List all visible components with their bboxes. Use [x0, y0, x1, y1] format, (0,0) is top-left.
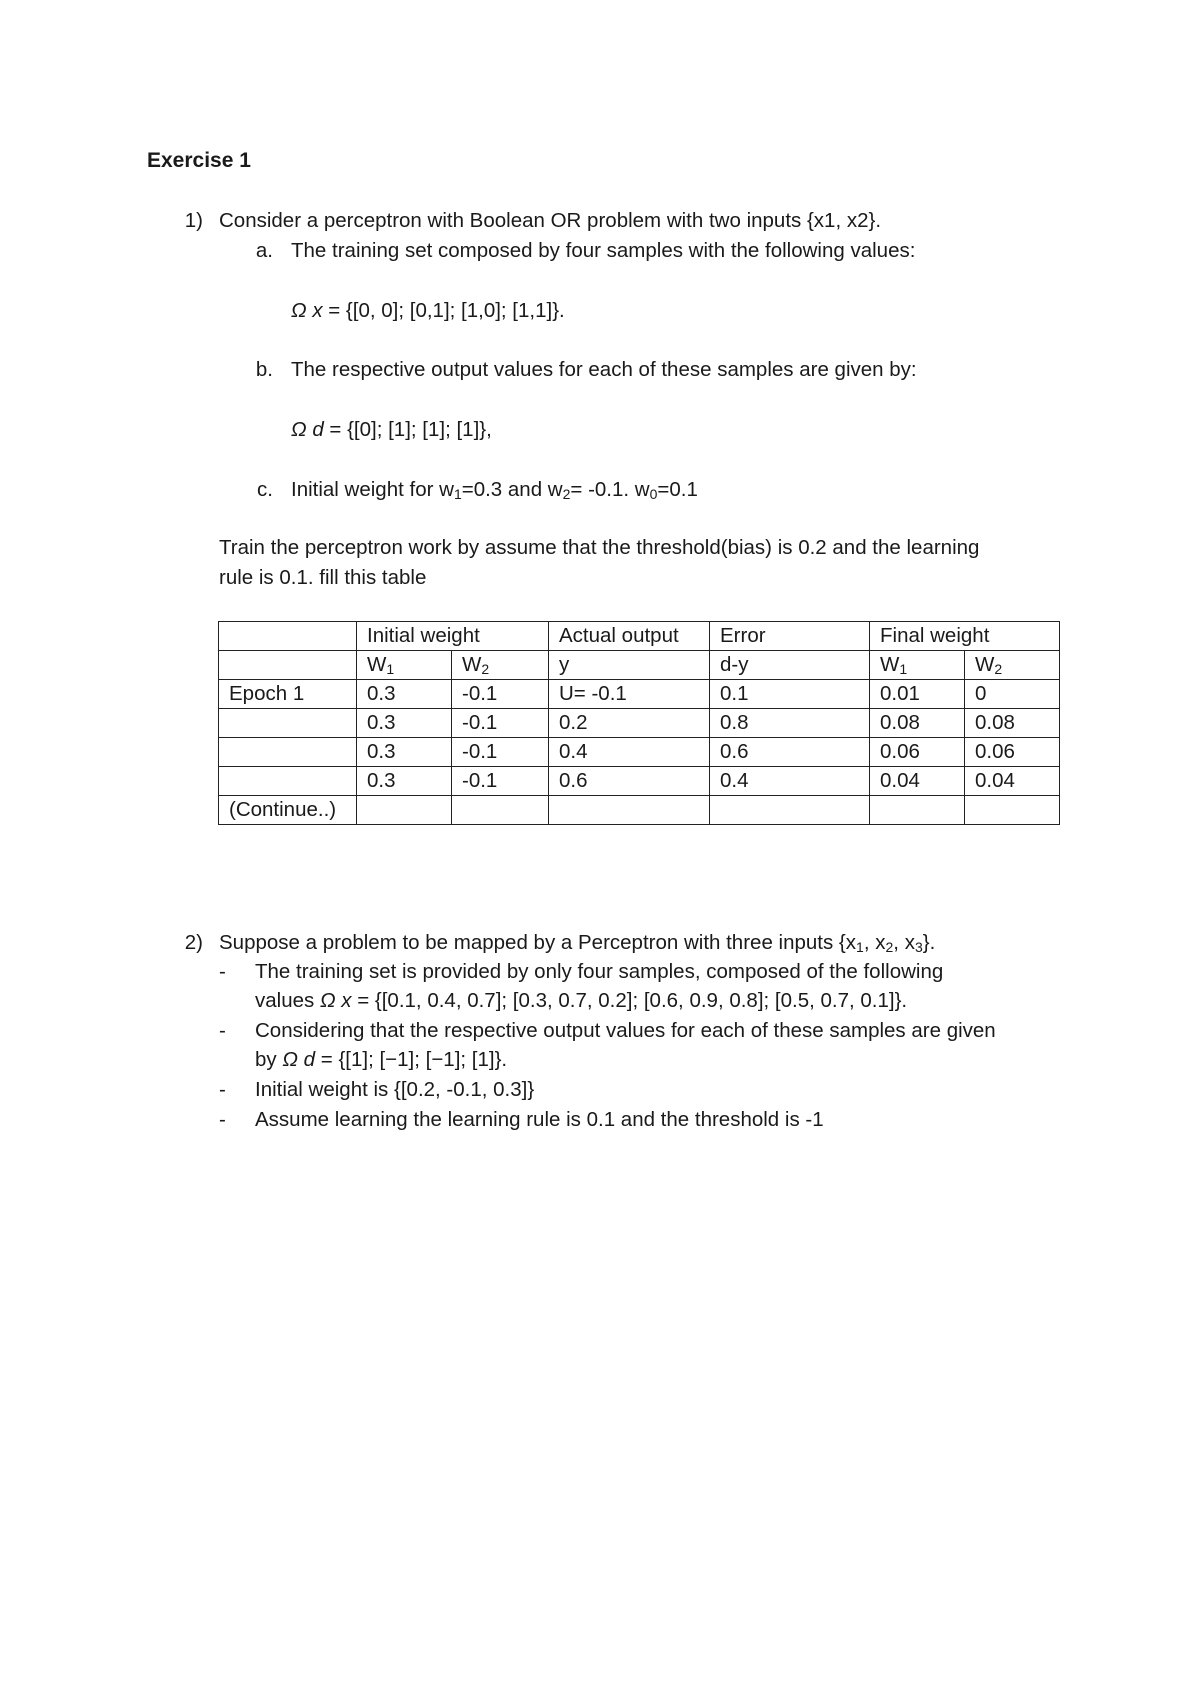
subheader-final-w2: $W_2$	[965, 651, 1060, 680]
q2-bullet4: Assume learning the learning rule is 0.1 and the threshold is -1	[255, 1108, 824, 1131]
row-label: Epoch 1	[219, 680, 357, 709]
q1b-text: The respective output values for each of these samples are given by:	[291, 358, 917, 381]
q2-bullet2-line1: Considering that the respective output values for each of these samples are given	[255, 1019, 996, 1042]
cell-w1: 0.3	[357, 680, 452, 709]
table-row	[219, 738, 1060, 767]
q1-text: Consider a perceptron with Boolean OR problem with two inputs {x1, x2}.	[219, 209, 882, 232]
cell-final-w1: 0.01	[870, 680, 965, 709]
row-label	[219, 767, 357, 796]
q1b-label: b.	[255, 358, 273, 381]
table-row	[219, 796, 1060, 825]
q2-bullet2-line2: by Ω d = {[1]; [−1]; [−1]; [1]}.	[255, 1048, 508, 1071]
exercise-title: Exercise 1	[147, 149, 251, 172]
table-subheader-row	[219, 651, 1060, 680]
formula-var: d	[312, 418, 324, 441]
q1a-text: The training set composed by four samples with the following values:	[291, 239, 916, 262]
bullet-dash: -	[219, 960, 226, 983]
header-error: Error	[710, 622, 870, 651]
formula-value: = {[0]; [1]; [1]; [1]},	[323, 418, 492, 441]
cell-w2	[452, 796, 549, 825]
cell-y	[549, 796, 710, 825]
cell-w2: -0.1	[452, 709, 549, 738]
subheader-final-w1: $W_1$	[870, 651, 965, 680]
q1-instruction-line2: rule is 0.1. fill this table	[219, 566, 427, 589]
table-cell	[219, 622, 357, 651]
q2-bullet1-line2: values Ω x = {[0.1, 0.4, 0.7]; [0.3, 0.7, 0.2]; [0.6, 0.9, 0.8]; [0.5, 0.7, 0.1]}.	[255, 989, 908, 1012]
cell-final-w1	[870, 796, 965, 825]
header-actual-output: Actual output	[549, 622, 710, 651]
table-row	[219, 680, 1060, 709]
cell-y: 0.6	[549, 767, 710, 796]
cell-final-w1: 0.08	[870, 709, 965, 738]
subheader-y: y	[549, 651, 710, 680]
formula-var: x	[312, 299, 323, 322]
cell-final-w2: 0	[965, 680, 1060, 709]
cell-final-w2: 0.06	[965, 738, 1060, 767]
subheader-w2: $W_2$	[452, 651, 549, 680]
bullet-dash: -	[219, 1019, 226, 1042]
cell-y: 0.4	[549, 738, 710, 767]
table-row	[219, 767, 1060, 796]
cell-final-w1: 0.06	[870, 738, 965, 767]
q2-number: 2)	[184, 931, 203, 954]
omega-symbol: Ω	[319, 989, 336, 1012]
row-label	[219, 738, 357, 767]
row-label: (Continue..)	[219, 796, 357, 825]
cell-y: 0.2	[549, 709, 710, 738]
training-table	[218, 621, 1060, 825]
q2-text: Suppose a problem to be mapped by a Perceptron with three inputs {$x_1$, $x_2$, $x_3$}.	[219, 931, 936, 955]
cell-w1: 0.3	[357, 767, 452, 796]
cell-final-w2: 0.04	[965, 767, 1060, 796]
subheader-dy: d-y	[710, 651, 870, 680]
bullet-dash: -	[219, 1078, 226, 1101]
cell-error: 0.8	[710, 709, 870, 738]
q2-bullet1-line1: The training set is provided by only four samples, composed of the following	[255, 960, 944, 983]
bullet-dash: -	[219, 1108, 226, 1131]
q1b-formula	[291, 417, 492, 443]
q1a-label: a.	[255, 239, 273, 262]
q2-bullet3: Initial weight is {[0.2, -0.1, 0.3]}	[255, 1078, 535, 1101]
table-cell	[219, 651, 357, 680]
cell-w2: -0.1	[452, 680, 549, 709]
cell-w2: -0.1	[452, 738, 549, 767]
cell-w1	[357, 796, 452, 825]
cell-final-w1: 0.04	[870, 767, 965, 796]
row-label	[219, 709, 357, 738]
cell-final-w2: 0.08	[965, 709, 1060, 738]
q1-instruction-line1: Train the perceptron work by assume that the threshold(bias) is 0.2 and the learning	[219, 536, 980, 559]
cell-error: 0.6	[710, 738, 870, 767]
cell-w2: -0.1	[452, 767, 549, 796]
cell-y: U= -0.1	[549, 680, 710, 709]
cell-w1: 0.3	[357, 738, 452, 767]
cell-error: 0.4	[710, 767, 870, 796]
cell-final-w2	[965, 796, 1060, 825]
omega-symbol: Ω	[282, 1048, 298, 1071]
cell-w1: 0.3	[357, 709, 452, 738]
q1c-label: c.	[257, 478, 273, 501]
formula-value: = {[0, 0]; [0,1]; [1,0]; [1,1]}.	[322, 299, 565, 322]
subheader-w1: $W_1$	[357, 651, 452, 680]
omega-symbol: Ω	[291, 299, 307, 322]
q1-number: 1)	[184, 209, 203, 232]
cell-error: 0.1	[710, 680, 870, 709]
q1c-text: Initial weight for $w_1=0.3$ and $w_2= -0.1$. $w_0=0.1$	[291, 478, 698, 502]
header-final-weight: Final weight	[870, 622, 1060, 651]
cell-error	[710, 796, 870, 825]
header-initial-weight: Initial weight	[357, 622, 549, 651]
q1a-formula	[291, 298, 565, 324]
omega-symbol: Ω	[291, 418, 307, 441]
table-header-row	[219, 622, 1060, 651]
table-row	[219, 709, 1060, 738]
